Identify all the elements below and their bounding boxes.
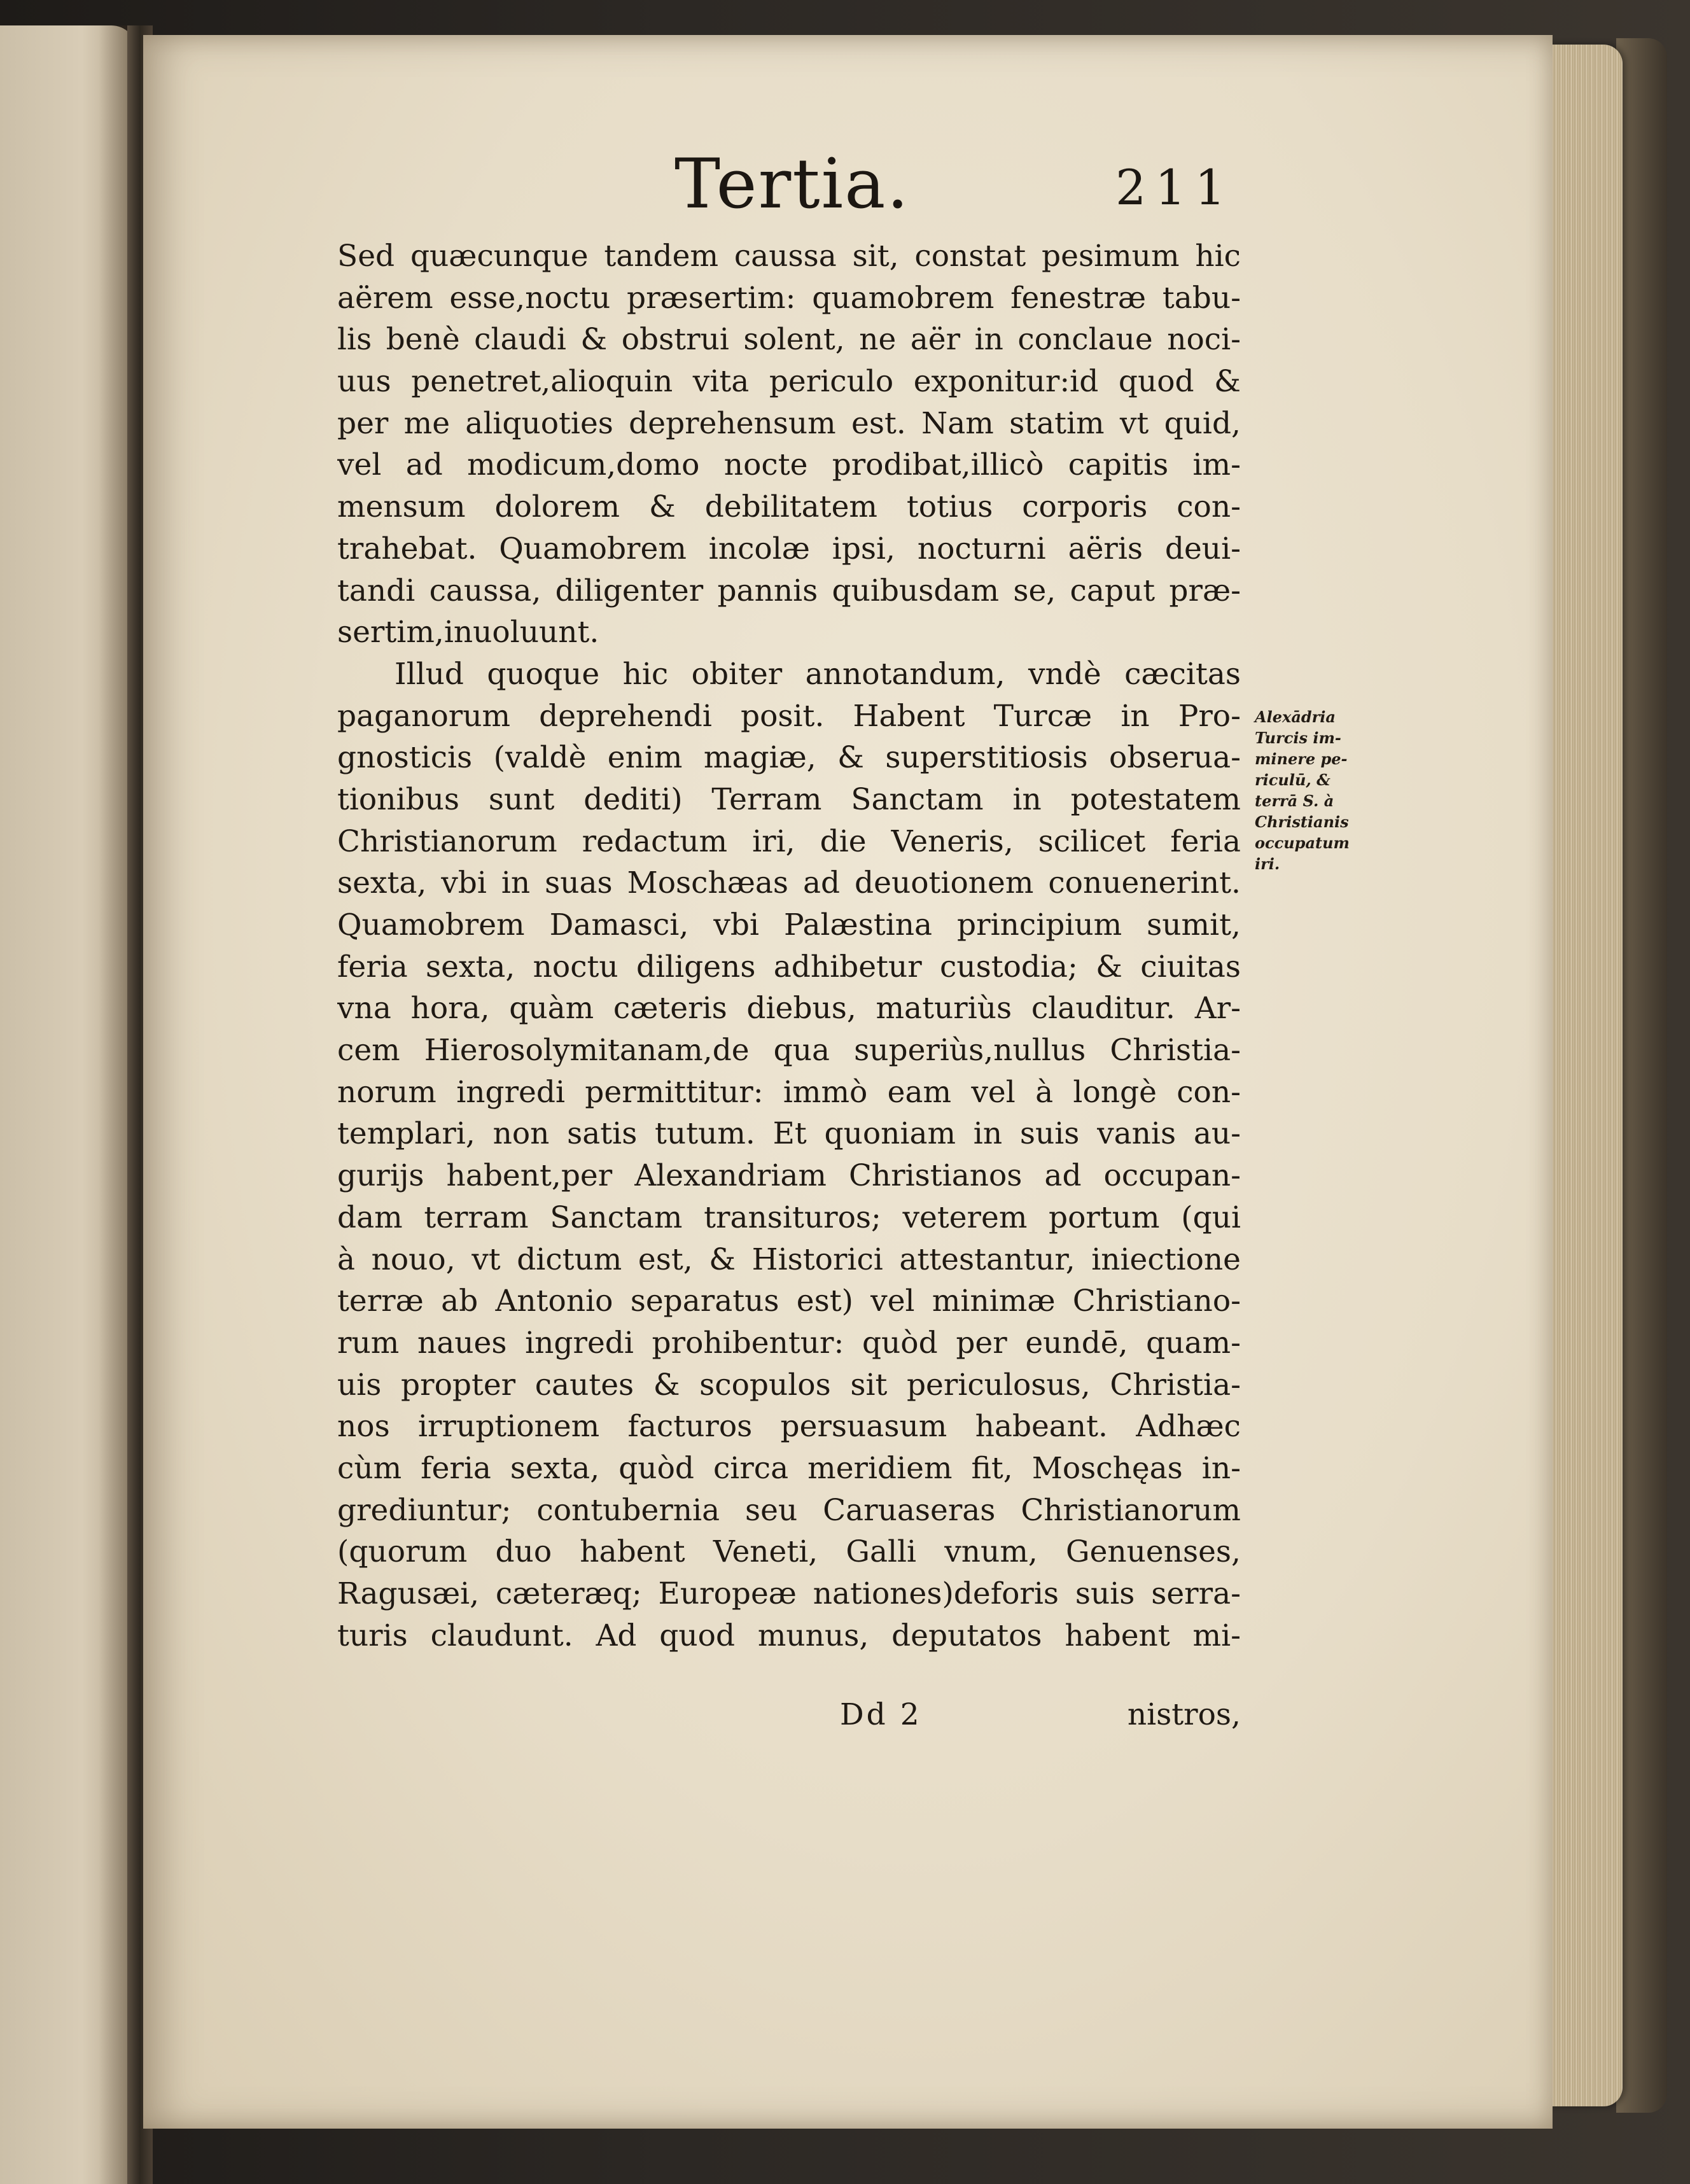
text-line: sertim,inuoluunt. [337,615,599,650]
text-line: gurijs habent,per Alexandriam Christianos ad occupan- [337,1158,1241,1194]
text-line: cem Hierosolymitanam,de qua superiùs,nullus Christia- [337,1033,1241,1068]
text-line: trahebat. Quamobrem incolæ ipsi, nocturni aëris deui- [337,531,1241,566]
text-line: nos irruptionem facturos persuasum habeant. Adhæc [337,1409,1241,1445]
text-line: feria sexta, noctu diligens adhibetur custodia; & ciuitas [337,949,1241,984]
page-number: 211 [1115,159,1234,216]
text-line: Illud quoque hic obiter annotandum, vndè cæcitas [395,656,1241,692]
marginal-note-line: minere pe- [1255,750,1348,768]
text-line: Quamobrem Damasci, vbi Palæstina principium sumit, [337,907,1241,942]
marginal-note-line: occupatum [1255,834,1350,852]
text-line: templari, non satis tutum. Et quoniam in suis vanis au- [337,1116,1241,1152]
text-line: Sed quæcunque tandem caussa sit, constat pesimum hic [337,239,1241,274]
running-head: Tertia. [674,144,910,224]
text-line: per me aliquoties deprehensum est. Nam statim vt quid, [337,405,1241,441]
text-line: Ragusæi, cæteræq; Europeæ nationes)deforis suis serra- [337,1576,1241,1611]
text-line: cùm feria sexta, quòd circa meridiem fit, Moschęas in- [337,1450,1241,1486]
book-cover-edge [1616,38,1667,2113]
text-line: (quorum duo habent Veneti, Galli vnum, Genuenses, [337,1534,1241,1570]
marginal-note-line: terrā S. à [1255,792,1334,810]
marginal-note-line: riculū, & [1255,771,1330,789]
text-line: gnosticis (valdè enim magiæ, & superstitiosis obserua- [337,740,1241,776]
text-line: tionibus sunt dediti) Terram Sanctam in potestatem [337,781,1241,817]
text-line: sexta, vbi in suas Moschæas ad deuotionem conuenerint. [337,865,1241,901]
signature-mark: Dd 2 [840,1697,922,1732]
text-line: paganorum deprehendi posit. Habent Turcæ in Pro- [337,698,1241,734]
text-line: tandi caussa, diligenter pannis quibusdam se, caput præ- [337,573,1241,608]
text-line: uis propter cautes & scopulos sit periculosus, Christia- [337,1367,1241,1403]
page-footer [337,1693,1241,1737]
text-line: rum naues ingredi prohibentur: quòd per eundē, quam- [337,1325,1241,1361]
marginal-note [1255,706,1382,874]
marginal-note-line: Turcis im- [1255,729,1341,747]
left-page-edge [0,25,137,2184]
text-line: norum ingredi permittitur: immò eam vel à longè con- [337,1074,1241,1110]
text-line: terræ ab Antonio separatus est) vel minimæ Christiano- [337,1284,1241,1319]
text-line: grediuntur; contubernia seu Caruaseras Christianorum [337,1492,1241,1528]
marginal-note-line: iri. [1255,855,1280,873]
text-line: Christianorum redactum iri, die Veneris, scilicet feria [337,823,1241,859]
marginal-note-line: Alexādria [1255,708,1336,726]
text-line: dam terram Sanctam transituros; veterem portum (qui [337,1200,1241,1235]
text-line: vel ad modicum,domo nocte prodibat,illicò capitis im- [337,447,1241,483]
marginal-note-line: Christianis [1255,813,1349,831]
catchword: nistros, [1127,1697,1241,1732]
text-line: uus penetret,alioquin vita periculo exponitur:id quod & [337,364,1241,400]
body-text [337,235,1241,1656]
text-line: mensum dolorem & debilitatem totius corporis con- [337,489,1241,525]
text-line: vna hora, quàm cæteris diebus, maturiùs clauditur. Ar- [337,991,1241,1026]
text-line: aërem esse,noctu præsertim: quamobrem fenestræ tabu- [337,280,1241,316]
text-line: à nouo, vt dictum est, & Historici attestantur, iniectione [337,1242,1241,1277]
page-header [331,143,1234,226]
text-line: lis benè claudi & obstrui solent, ne aër in conclaue noci- [337,322,1241,358]
text-line: turis claudunt. Ad quod munus, deputatos habent mi- [337,1618,1241,1653]
